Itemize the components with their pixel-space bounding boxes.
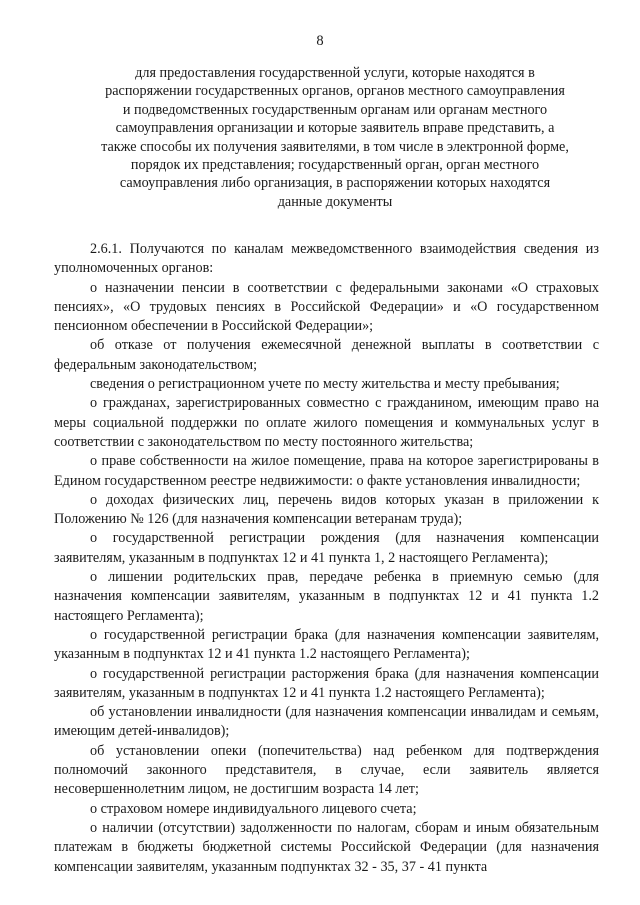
paragraph: о лишении родительских прав, передаче ребенка в приемную семью (для назначения компенсации заявителям, указанным в подпунктах 12 и 41 пункта 1.2 настоящего Регламента); [54, 569, 599, 624]
paragraph: о гражданах, зарегистрированных совместно с гражданином, имеющим право на меры социальной поддержки по оплате жилого помещения и коммунальных услуг в соответствии с законодательством по месту постоянного жительства; [54, 395, 599, 450]
paragraph: сведения о регистрационном учете по месту жительства и месту пребывания; [90, 376, 560, 393]
paragraph: о доходах физических лиц, перечень видов которых указан в приложении к Положению № 126 (для назначения компенсации ветеранам труда); [54, 491, 599, 528]
paragraph: о наличии (отсутствии) задолженности по налогам, сборам и иным обязательным платежам в бюджеты бюджетной системы Российской Федерации (для назначения компенсации заявителям, указанным подпунктах 32 - 35, 37 - 41 пункта [54, 819, 599, 875]
page-number: 8 [316, 33, 324, 49]
paragraph: о государственной регистрации брака (для назначения компенсации заявителям, указанным в подпунктах 12 и 41 пункта 1.2 настоящего Регламента); [54, 626, 599, 663]
paragraph: 2.6.1. Получаются по каналам межведомственного взаимодействия сведения из уполномоченных органов: [54, 241, 599, 277]
paragraph: о праве собственности на жилое помещение, права на которое зарегистрированы в Едином государственном реестре недвижимости: о факте установления инвалидности; [54, 453, 599, 489]
paragraph: о страховом номере индивидуального лицевого счета; [90, 800, 417, 817]
paragraph: об установлении инвалидности (для назначения компенсации инвалидам и семьям, имеющим детей-инвалидов); [54, 704, 599, 740]
paragraph: об отказе от получения ежемесячной денежной выплаты в соответствии с федеральным законодательством; [54, 337, 599, 373]
section-heading: для предоставления государственной услуги, которые находятся в распоряжении государственных органов, органов местного самоуправления и подведомственных государственным органам или органам местного самоуправления организации и которые заявитель вправе представить, а также способы их получения заявителями, в том числе в электронной форме, порядок их представления; государственный орган, орган местного самоуправления либо организация, в распоряжении которых находятся данные документы [101, 65, 569, 210]
paragraph: о назначении пенсии в соответствии с федеральными законами «О страховых пенсиях», «О трудовых пенсиях в Российской Федерации» и «О государственном пенсионном обеспечении в Российской Федерации»; [54, 279, 599, 335]
paragraph: об установлении опеки (попечительства) над ребенком для подтверждения полномочий законного представителя, в случае, если заявитель является несовершеннолетним лицом, не достигшим возраста 14 лет; [54, 742, 599, 798]
document-body [54, 240, 599, 877]
paragraph: о государственной регистрации рождения (для назначения компенсации заявителям, указанным в подпунктах 12 и 41 пункта 1, 2 настоящего Регламента); [54, 530, 599, 566]
paragraph: о государственной регистрации расторжения брака (для назначения компенсации заявителям, указанным в подпунктах 12 и 41 пункта 1.2 настоящего Регламента); [54, 665, 599, 701]
